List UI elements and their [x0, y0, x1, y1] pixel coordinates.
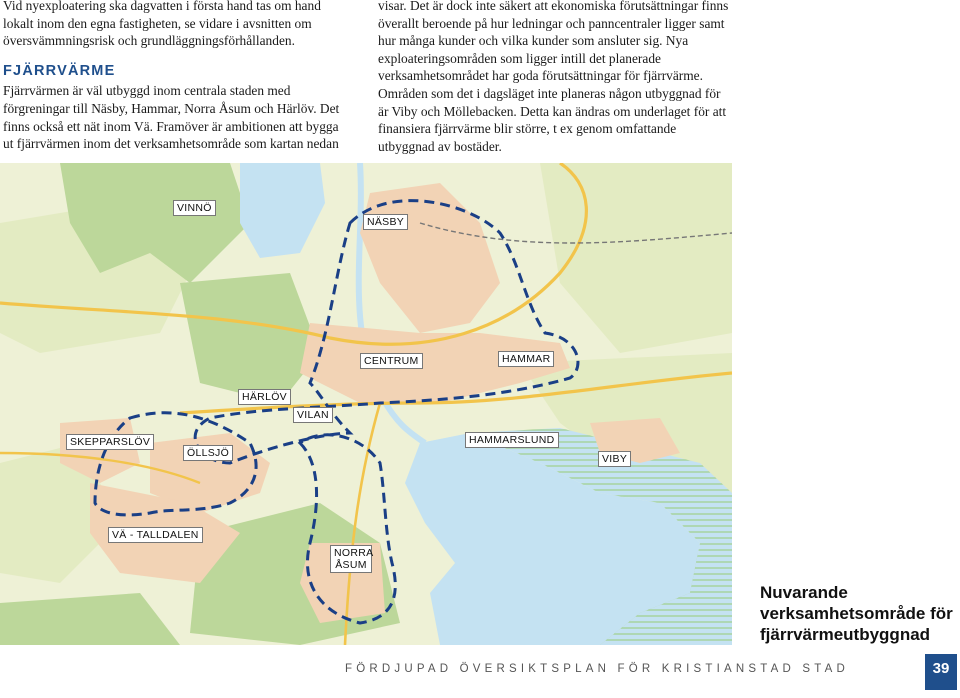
label-harlov: HÄRLÖV	[238, 389, 291, 405]
label-va-talldalen: VÄ - TALLDALEN	[108, 527, 203, 543]
district-heating-map	[0, 163, 732, 645]
label-viby: VIBY	[598, 451, 631, 467]
page-number: 39	[925, 654, 957, 690]
right-text-column	[378, 0, 733, 155]
footer-title: FÖRDJUPAD ÖVERSIKTSPLAN FÖR KRISTIANSTAD STAD	[345, 663, 850, 675]
intro-paragraph: Vid nyexploatering ska dagvatten i första hand tas om hand lokalt inom den egna fastigheten, se vidare i avsnitten om översvämmningsrisk och grundläggningsförhållanden.	[3, 0, 321, 49]
label-hammarslund: HAMMARSLUND	[465, 432, 559, 448]
label-skepparslov: SKEPPARSLÖV	[66, 434, 154, 450]
left-text-column	[3, 0, 348, 153]
label-norra-asum: NORRA ÅSUM	[330, 545, 372, 573]
label-vilan: VILAN	[293, 407, 333, 423]
label-nasby: NÄSBY	[363, 214, 408, 230]
fjarrvarme-paragraph: Fjärrvärmen är väl utbyggd inom centrala staden med förgreningar till Näsby, Hammar, Norra Åsum och Härlöv. Det finns också ett nät inom Vä. Framöver är ambitionen att bygga ut fjärrvärmen inom det verksamhetsområde som kartan nedan	[3, 83, 340, 152]
map-caption: Nuvarande verksamhetsområde för fjärrvärmeutbyggnad	[760, 583, 953, 644]
section-heading: FJÄRRVÄRME	[3, 62, 116, 79]
label-vinno: VINNÖ	[173, 200, 216, 216]
label-ollsjo: ÖLLSJÖ	[183, 445, 233, 461]
label-hammar: HAMMAR	[498, 351, 554, 367]
label-centrum: CENTRUM	[360, 353, 423, 369]
continued-paragraph: visar. Det är dock inte säkert att ekonomiska förutsättningar finns överallt beroende på hur ledningar och panncentraler ligger samt hur många kunder och vilka kunder som ansluter sig. Nya exploateringsområden som ligger intill det planerade verksamhetsområdet har goda förutsättningar för fjärrvärme. Områden som det i dagsläget inte planeras någon utbyggnad för är Viby och Möllebacken. Detta kan ändras om underlaget för att finansiera fjärrvärme blir större, t ex genom omfattande utbyggnad av bostäder.	[378, 0, 729, 154]
